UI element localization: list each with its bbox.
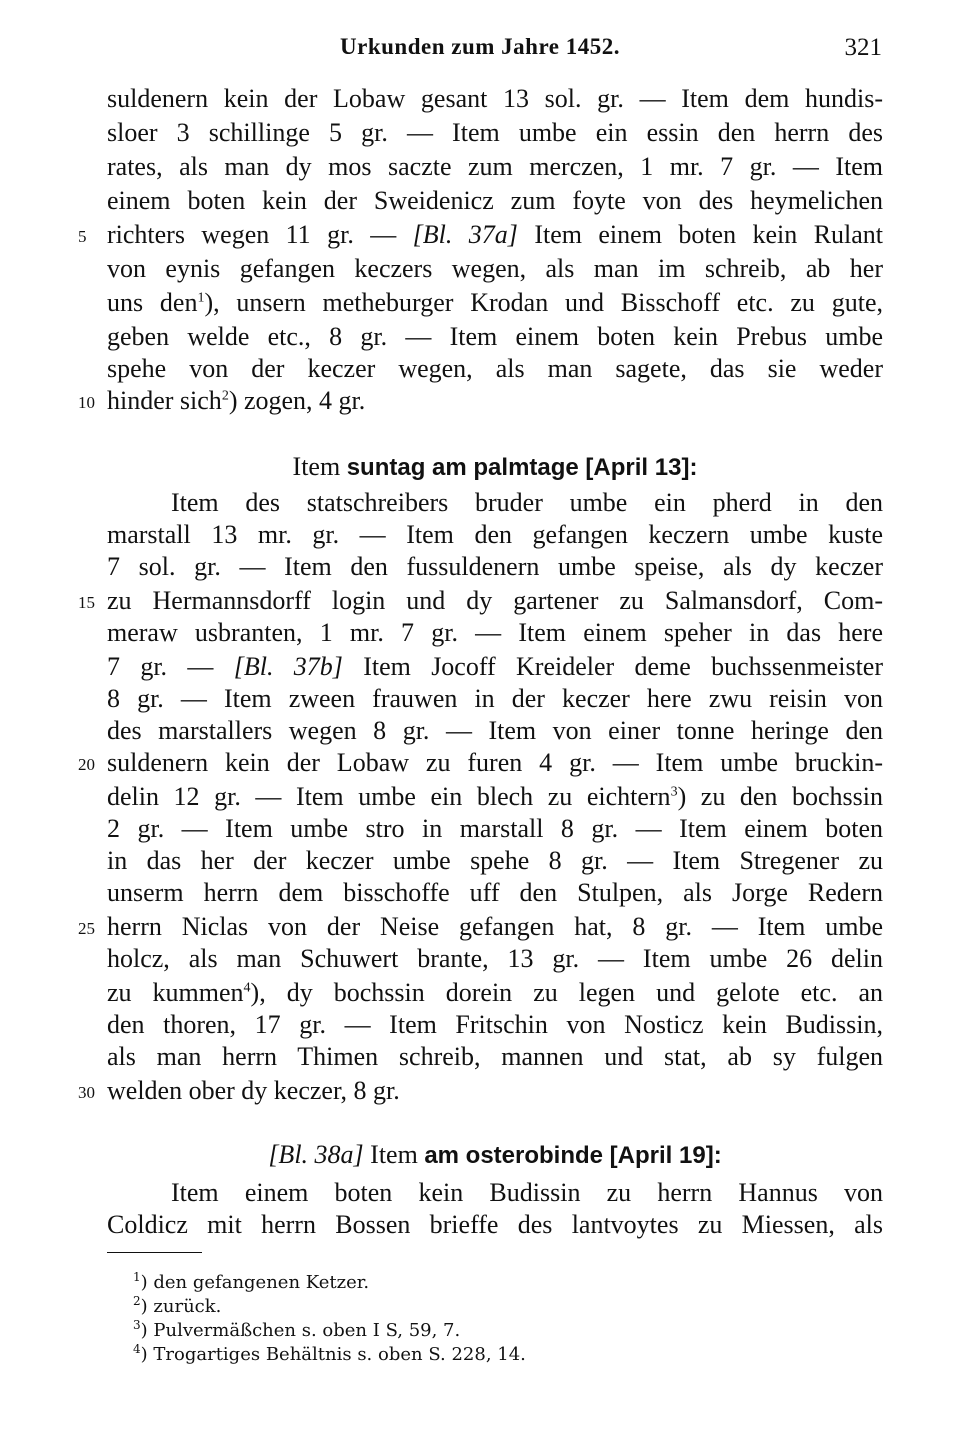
footnote: $^2$) zurück. (133, 1294, 222, 1317)
text-line: 8 gr. — Item zween frauwen in der keczer here zwu reisin von (107, 684, 883, 713)
text-line: holcz, als man Schuwert brante, 13 gr. — Item umbe 26 delin (107, 944, 883, 973)
line-number: 10 (78, 393, 95, 412)
folio-ref: [Bl. 37b] (233, 652, 343, 681)
footnote-rule (107, 1252, 202, 1253)
text-line: hinder sich$^2$) zogen, 4 gr. (107, 386, 366, 415)
section-heading: [Bl. 38a] Item am osterobinde [April 19]: (268, 1140, 722, 1169)
text-line: suldenern kein der Lobaw zu furen 4 gr. — Item umbe bruckin- (107, 748, 883, 777)
folio-ref: [Bl. 38a] (268, 1140, 364, 1169)
text-line: herrn Niclas von der Neise gefangen hat, 8 gr. — Item umbe (107, 912, 883, 941)
footnote-ref: 2 (221, 388, 229, 404)
text-line: zu Hermannsdorff login und dy gartener zu Salmansdorf, Com- (107, 586, 883, 615)
line-number: 15 (78, 593, 95, 612)
text-line: marstall 13 mr. gr. — Item den gefangen keczern umbe kuste (107, 520, 883, 549)
footnote-ref: 1 (197, 290, 205, 306)
text-line: zu kummen$^4$), dy bochssin dorein zu legen und gelote etc. an (107, 978, 883, 1007)
line-number: 30 (78, 1083, 95, 1102)
text-line: meraw usbranten, 1 mr. 7 gr. — Item einem speher in das here (107, 618, 883, 647)
text-line: Item einem boten kein Budissin zu herrn Hannus von (171, 1178, 883, 1207)
text-line: geben welde etc., 8 gr. — Item einem boten kein Prebus umbe (107, 322, 883, 351)
text-line: 7 sol. gr. — Item den fussuldenern umbe speise, als dy keczer (107, 552, 883, 581)
line-number: 5 (78, 227, 87, 246)
text-line: sloer 3 schillinge 5 gr. — Item umbe ein essin den herrn des (107, 118, 883, 147)
footnote: $^1$) den gefangenen Ketzer. (133, 1270, 370, 1293)
footnote-ref: 4 (243, 980, 251, 996)
running-header: Urkunden zum Jahre 1452. (340, 34, 620, 59)
text-line: unserm herrn dem bisschoffe uff den Stulpen, als Jorge Redern (107, 878, 883, 907)
line-number: 25 (78, 919, 95, 938)
section-heading: Item suntag am palmtage [April 13]: (292, 452, 698, 481)
text-line: spehe von der keczer wegen, als man sagete, das sie weder (107, 354, 883, 383)
text-line: delin 12 gr. — Item umbe ein blech zu eichtern$^3$) zu den bochssin (107, 782, 883, 811)
text-line: richters wegen 11 gr. — [Bl. 37a] Item einem boten kein Rulant (107, 220, 883, 249)
text-line: des marstallers wegen 8 gr. — Item von einer tonne heringe den (107, 716, 883, 745)
footnote: $^3$) Pulvermäßchen s. oben I S, 59, 7. (133, 1318, 461, 1341)
folio-ref: [Bl. 37a] (412, 220, 518, 249)
text-line: den thoren, 17 gr. — Item Fritschin von Nosticz kein Budissin, (107, 1010, 883, 1039)
line-number: 20 (78, 755, 95, 774)
text-line: Coldicz mit herrn Bossen brieffe des lantvoytes zu Miessen, als (107, 1210, 883, 1239)
text-line: Item des statschreibers bruder umbe ein pherd in den (171, 488, 883, 517)
text-line: suldenern kein der Lobaw gesant 13 sol. gr. — Item dem hundis- (107, 84, 883, 113)
page-number: 321 (844, 34, 882, 61)
text-line: 2 gr. — Item umbe stro in marstall 8 gr. — Item einem boten (107, 814, 883, 843)
text-line: von eynis gefangen keczers wegen, als man im schreib, ab her (107, 254, 883, 283)
text-line: welden ober dy keczer, 8 gr. (107, 1076, 400, 1105)
text-line: als man herrn Thimen schreib, mannen und stat, ab sy fulgen (107, 1042, 883, 1071)
text-line: rates, als man dy mos saczte zum merczen, 1 mr. 7 gr. — Item (107, 152, 883, 181)
text-line: einem boten kein der Sweidenicz zum foyte von des heymelichen (107, 186, 883, 215)
text-line: 7 gr. — [Bl. 37b] Item Jocoff Kreideler deme buchssenmeister (107, 652, 883, 681)
footnote: $^4$) Trogartiges Behältnis s. oben S. 228, 14. (133, 1342, 526, 1365)
text-line: uns den$^1$), unsern metheburger Krodan und Bisschoff etc. zu gute, (107, 288, 883, 317)
text-line: in das her der keczer umbe spehe 8 gr. — Item Stregener zu (107, 846, 883, 875)
footnote-ref: 3 (670, 784, 678, 800)
